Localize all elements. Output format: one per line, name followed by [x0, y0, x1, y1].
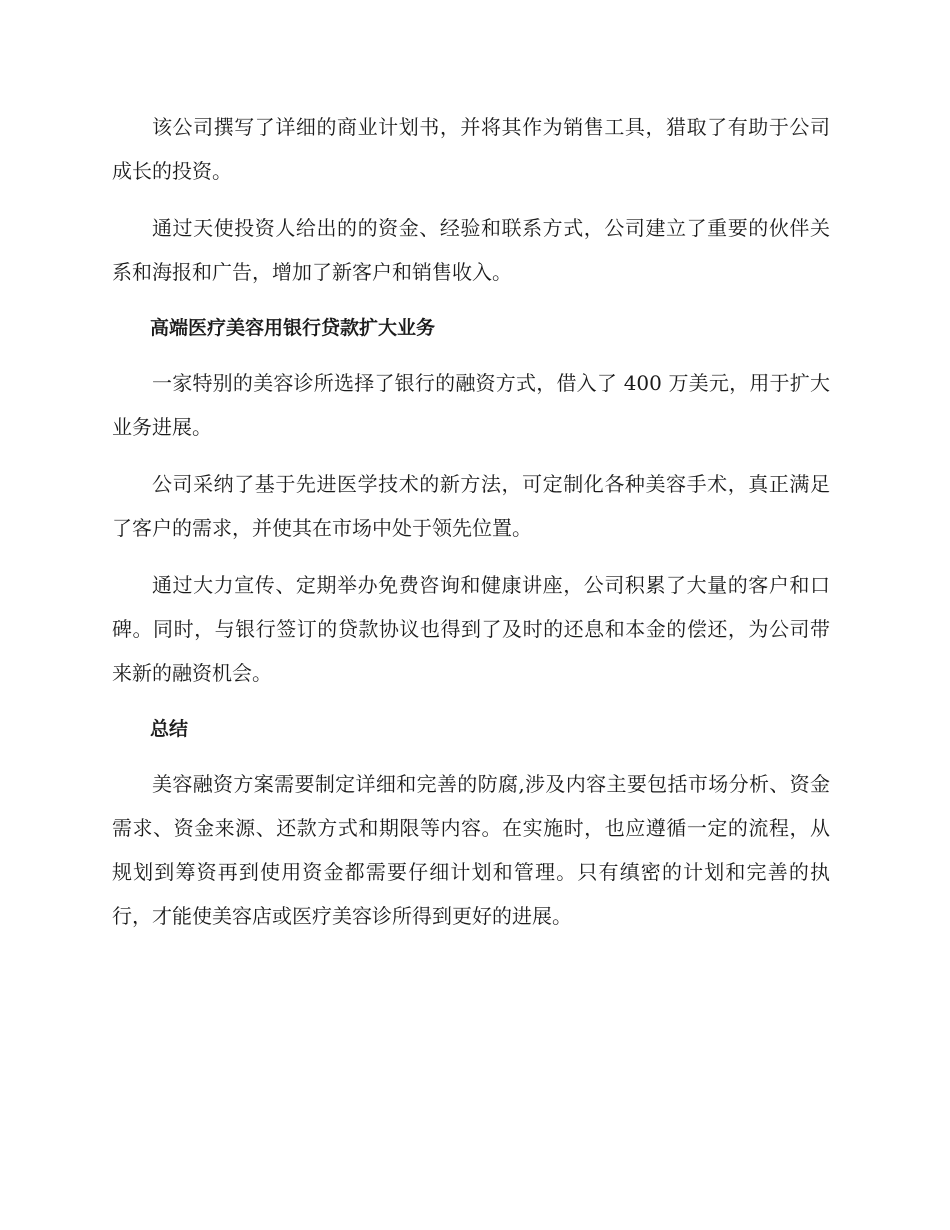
section-heading-summary: 总结: [150, 718, 189, 740]
section-heading-bank-loan: 高端医疗美容用银行贷款扩大业务: [150, 317, 436, 339]
paragraph-summary: 美容融资方案需要制定详细和完善的防腐,涉及内容主要包括市场分析、资金需求、资金来源、还款方式和期限等内容。在实施时，也应遵循一定的流程，从规划到筹资再到使用资金都需要仔细计划和管理。只有缜密的计划和完善的执行，才能使美容店或医疗美容诊所得到更好的进展。: [112, 772, 830, 928]
paragraph-promotion: 通过大力宣传、定期举办免费咨询和健康讲座，公司积累了大量的客户和口碑。同时，与银行签订的贷款协议也得到了及时的还息和本金的偿还，为公司带来新的融资机会。: [112, 573, 830, 685]
paragraph-business-plan: 该公司撰写了详细的商业计划书，并将其作为销售工具，猎取了有助于公司成长的投资。: [112, 115, 830, 183]
paragraph-bank-financing: 一家特别的美容诊所选择了银行的融资方式，借入了 400 万美元，用于扩大业务进展。: [112, 371, 830, 439]
document-body: [112, 105, 830, 951]
paragraph-new-methods: 公司采纳了基于先进医学技术的新方法，可定制化各种美容手术，真正满足了客户的需求，并使其在市场中处于领先位置。: [112, 472, 830, 540]
paragraph-angel-investor: 通过天使投资人给出的的资金、经验和联系方式，公司建立了重要的伙伴关系和海报和广告，增加了新客户和销售收入。: [112, 216, 830, 284]
